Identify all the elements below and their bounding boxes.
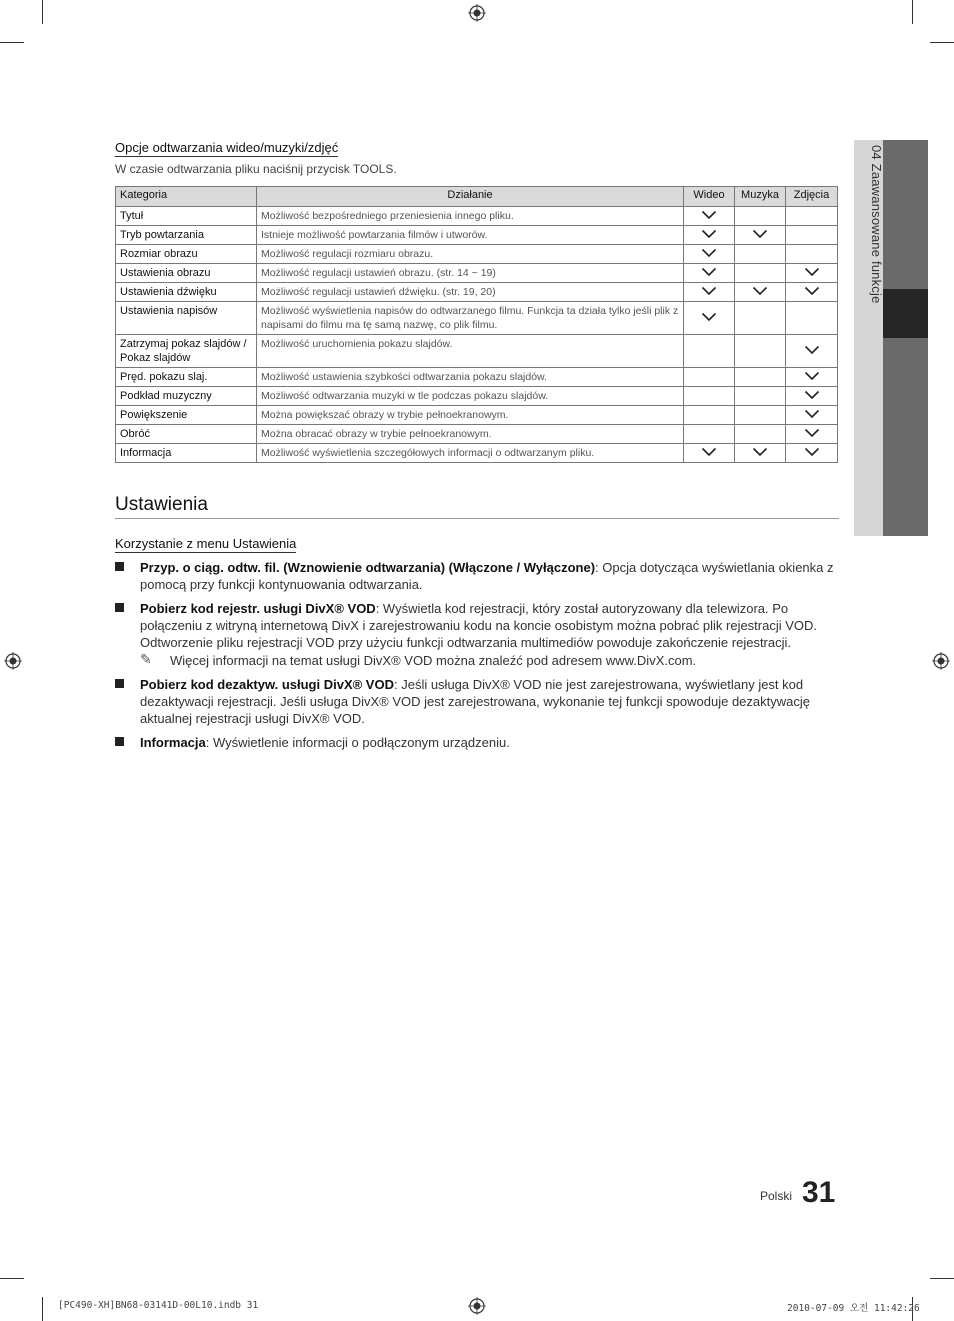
table-row bbox=[116, 226, 838, 245]
action-cell: Możliwość odtwarzania muzyki w tle podczas pokazu slajdów. bbox=[257, 387, 684, 406]
bullet-square-icon bbox=[115, 679, 124, 688]
table-row bbox=[116, 444, 838, 463]
category-cell: Ustawienia dźwięku bbox=[116, 283, 257, 302]
tools-key: TOOLS bbox=[352, 162, 394, 176]
support-cell bbox=[786, 245, 838, 264]
support-cell bbox=[786, 387, 838, 406]
column-header: Muzyka bbox=[735, 187, 786, 207]
checkmark-icon bbox=[804, 391, 820, 403]
crop-mark bbox=[0, 42, 24, 43]
table-row bbox=[116, 368, 838, 387]
column-header: Kategoria bbox=[116, 187, 257, 207]
checkmark-icon bbox=[804, 372, 820, 384]
checkmark-icon bbox=[701, 287, 717, 299]
bullet-square-icon bbox=[115, 737, 124, 746]
category-cell: Zatrzymaj pokaz slajdów / Pokaz slajdów bbox=[116, 335, 257, 368]
column-header: Zdjęcia bbox=[786, 187, 838, 207]
table-row bbox=[116, 335, 838, 368]
action-cell: Możliwość wyświetlenia szczegółowych informacji o odtwarzanym pliku. bbox=[257, 444, 684, 463]
crop-mark bbox=[42, 1297, 43, 1321]
checkmark-icon bbox=[804, 410, 820, 422]
playback-options-table bbox=[115, 186, 838, 463]
list-item: Informacja: Wyświetlenie informacji o podłączonym urządzeniu. bbox=[115, 734, 835, 751]
support-cell bbox=[786, 406, 838, 425]
action-cell: Możliwość wyświetlenia napisów do odtwarzanego filmu. Funkcja ta działa tylko jeśli plik z napisami do filmu ma tę samą nazwę, co plik filmu. bbox=[257, 302, 684, 335]
support-cell bbox=[735, 335, 786, 368]
support-cell bbox=[684, 335, 735, 368]
support-cell bbox=[786, 302, 838, 335]
section-divider bbox=[115, 518, 839, 519]
action-cell: Możliwość regulacji rozmiaru obrazu. bbox=[257, 245, 684, 264]
category-cell: Podkład muzyczny bbox=[116, 387, 257, 406]
action-cell: Możliwość ustawienia szybkości odtwarzania pokazu slajdów. bbox=[257, 368, 684, 387]
category-cell: Tytuł bbox=[116, 207, 257, 226]
category-cell: Ustawienia obrazu bbox=[116, 264, 257, 283]
support-cell bbox=[684, 264, 735, 283]
support-cell bbox=[735, 425, 786, 444]
category-cell: Rozmiar obrazu bbox=[116, 245, 257, 264]
category-cell: Ustawienia napisów bbox=[116, 302, 257, 335]
support-cell bbox=[735, 444, 786, 463]
settings-sub-heading: Korzystanie z menu Ustawienia bbox=[115, 536, 297, 551]
support-cell bbox=[684, 406, 735, 425]
chapter-tab-band bbox=[883, 140, 928, 536]
support-cell bbox=[786, 283, 838, 302]
print-slug-date: 2010-07-09 오전 11:42:26 bbox=[787, 1303, 920, 1314]
action-cell: Możliwość regulacji ustawień obrazu. (str. 14 ~ 19) bbox=[257, 264, 684, 283]
chapter-tab-label: 04 Zaawansowane funkcje bbox=[869, 145, 884, 304]
checkmark-icon bbox=[701, 230, 717, 242]
table-row bbox=[116, 245, 838, 264]
checkmark-icon bbox=[804, 287, 820, 299]
registration-mark-icon bbox=[468, 1297, 486, 1315]
note: ✎ Więcej informacji na temat usługi DivX® VOD można znaleźć pod adresem www.DivX.com. bbox=[140, 651, 697, 668]
support-cell bbox=[684, 207, 735, 226]
print-slug-file: [PC490-XH]BN68-03141D-00L10.indb 31 bbox=[58, 1300, 259, 1311]
checkmark-icon bbox=[752, 287, 768, 299]
support-cell bbox=[786, 444, 838, 463]
support-cell bbox=[735, 302, 786, 335]
crop-mark bbox=[42, 0, 43, 24]
table-row bbox=[116, 283, 838, 302]
checkmark-icon bbox=[804, 448, 820, 460]
registration-mark-icon bbox=[932, 652, 950, 670]
support-cell bbox=[786, 335, 838, 368]
action-cell: Istnieje możliwość powtarzania filmów i utworów. bbox=[257, 226, 684, 245]
category-cell: Informacja bbox=[116, 444, 257, 463]
pencil-note-icon: ✎ bbox=[140, 651, 152, 667]
checkmark-icon bbox=[701, 249, 717, 261]
support-cell bbox=[684, 302, 735, 335]
checkmark-icon bbox=[804, 346, 820, 358]
checkmark-icon bbox=[701, 268, 717, 280]
registration-mark-icon bbox=[468, 4, 486, 22]
settings-list bbox=[115, 559, 835, 758]
action-cell: Można obracać obrazy w trybie pełnoekranowym. bbox=[257, 425, 684, 444]
support-cell bbox=[684, 226, 735, 245]
checkmark-icon bbox=[701, 211, 717, 223]
table-row bbox=[116, 425, 838, 444]
list-item: Przyp. o ciąg. odtw. fil. (Wznowienie odtwarzania) (Włączone / Wyłączone): Opcja dotycząca wyświetlania okienka z pomocą przy funkcji kontynuowania odtwarzania. bbox=[115, 559, 835, 593]
list-item: Pobierz kod rejestr. usługi DivX® VOD: Wyświetla kod rejestracji, który został autoryzowany dla telewizora. Po połączeniu z witryną internetową DivX i zarejestrowaniu kodu na koncie osobistym można pobrać plik rejestracji VOD. Odtworzenie pliku rejestracji VOD przy użyciu funkcji odtwarzania multimediów powoduje zakończenie rejestracji. ✎ Więcej informacji na temat usługi DivX® VOD można znaleźć pod adresem www.DivX.com. bbox=[115, 600, 835, 669]
checkmark-icon bbox=[701, 313, 717, 325]
table-row bbox=[116, 387, 838, 406]
table-row bbox=[116, 406, 838, 425]
action-cell: Można powiększać obrazy w trybie pełnoekranowym. bbox=[257, 406, 684, 425]
table-header-row bbox=[116, 187, 838, 207]
page-number: 31 bbox=[802, 1176, 836, 1209]
category-cell: Obróć bbox=[116, 425, 257, 444]
crop-mark bbox=[912, 0, 913, 24]
table-row bbox=[116, 264, 838, 283]
support-cell bbox=[735, 387, 786, 406]
support-cell bbox=[735, 245, 786, 264]
support-cell bbox=[735, 283, 786, 302]
column-header: Działanie bbox=[257, 187, 684, 207]
playback-heading: Opcje odtwarzania wideo/muzyki/zdjęć bbox=[115, 140, 339, 155]
chapter-tab-marker bbox=[883, 289, 928, 338]
crop-mark bbox=[930, 42, 954, 43]
support-cell bbox=[786, 226, 838, 245]
checkmark-icon bbox=[804, 268, 820, 280]
support-cell bbox=[786, 425, 838, 444]
support-cell bbox=[735, 368, 786, 387]
section-title: Ustawienia bbox=[115, 494, 208, 515]
support-cell bbox=[684, 245, 735, 264]
column-header: Wideo bbox=[684, 187, 735, 207]
footer-language: Polski bbox=[760, 1189, 793, 1203]
bullet-square-icon bbox=[115, 603, 124, 612]
support-cell bbox=[684, 425, 735, 444]
registration-mark-icon bbox=[4, 652, 22, 670]
support-cell bbox=[735, 207, 786, 226]
category-cell: Tryb powtarzania bbox=[116, 226, 257, 245]
support-cell bbox=[786, 368, 838, 387]
table-row bbox=[116, 302, 838, 335]
action-cell: Możliwość regulacji ustawień dźwięku. (str. 19, 20) bbox=[257, 283, 684, 302]
action-cell: Możliwość uruchomienia pokazu slajdów. bbox=[257, 335, 684, 368]
bullet-square-icon bbox=[115, 562, 124, 571]
support-cell bbox=[735, 264, 786, 283]
checkmark-icon bbox=[752, 230, 768, 242]
category-cell: Pręd. pokazu slaj. bbox=[116, 368, 257, 387]
list-item: Pobierz kod dezaktyw. usługi DivX® VOD: Jeśli usługa DivX® VOD nie jest zarejestrowana, wyświetlany jest kod dezaktywacji rejestracji. Jeśli usługa DivX® VOD jest zarejestrowana, wykonanie tej funkcji spowoduje dezaktywację aktualnej rejestracji usługi DivX® VOD. bbox=[115, 676, 835, 727]
checkmark-icon bbox=[701, 448, 717, 460]
support-cell bbox=[735, 226, 786, 245]
support-cell bbox=[684, 283, 735, 302]
support-cell bbox=[684, 368, 735, 387]
support-cell bbox=[786, 207, 838, 226]
action-cell: Możliwość bezpośredniego przeniesienia innego pliku. bbox=[257, 207, 684, 226]
table-row bbox=[116, 207, 838, 226]
checkmark-icon bbox=[752, 448, 768, 460]
crop-mark bbox=[930, 1278, 954, 1279]
support-cell bbox=[786, 264, 838, 283]
category-cell: Powiększenie bbox=[116, 406, 257, 425]
support-cell bbox=[684, 444, 735, 463]
checkmark-icon bbox=[804, 429, 820, 441]
support-cell bbox=[684, 387, 735, 406]
support-cell bbox=[735, 406, 786, 425]
crop-mark bbox=[0, 1278, 24, 1279]
playback-intro: W czasie odtwarzania pliku naciśnij przycisk TOOLS. bbox=[115, 162, 397, 176]
